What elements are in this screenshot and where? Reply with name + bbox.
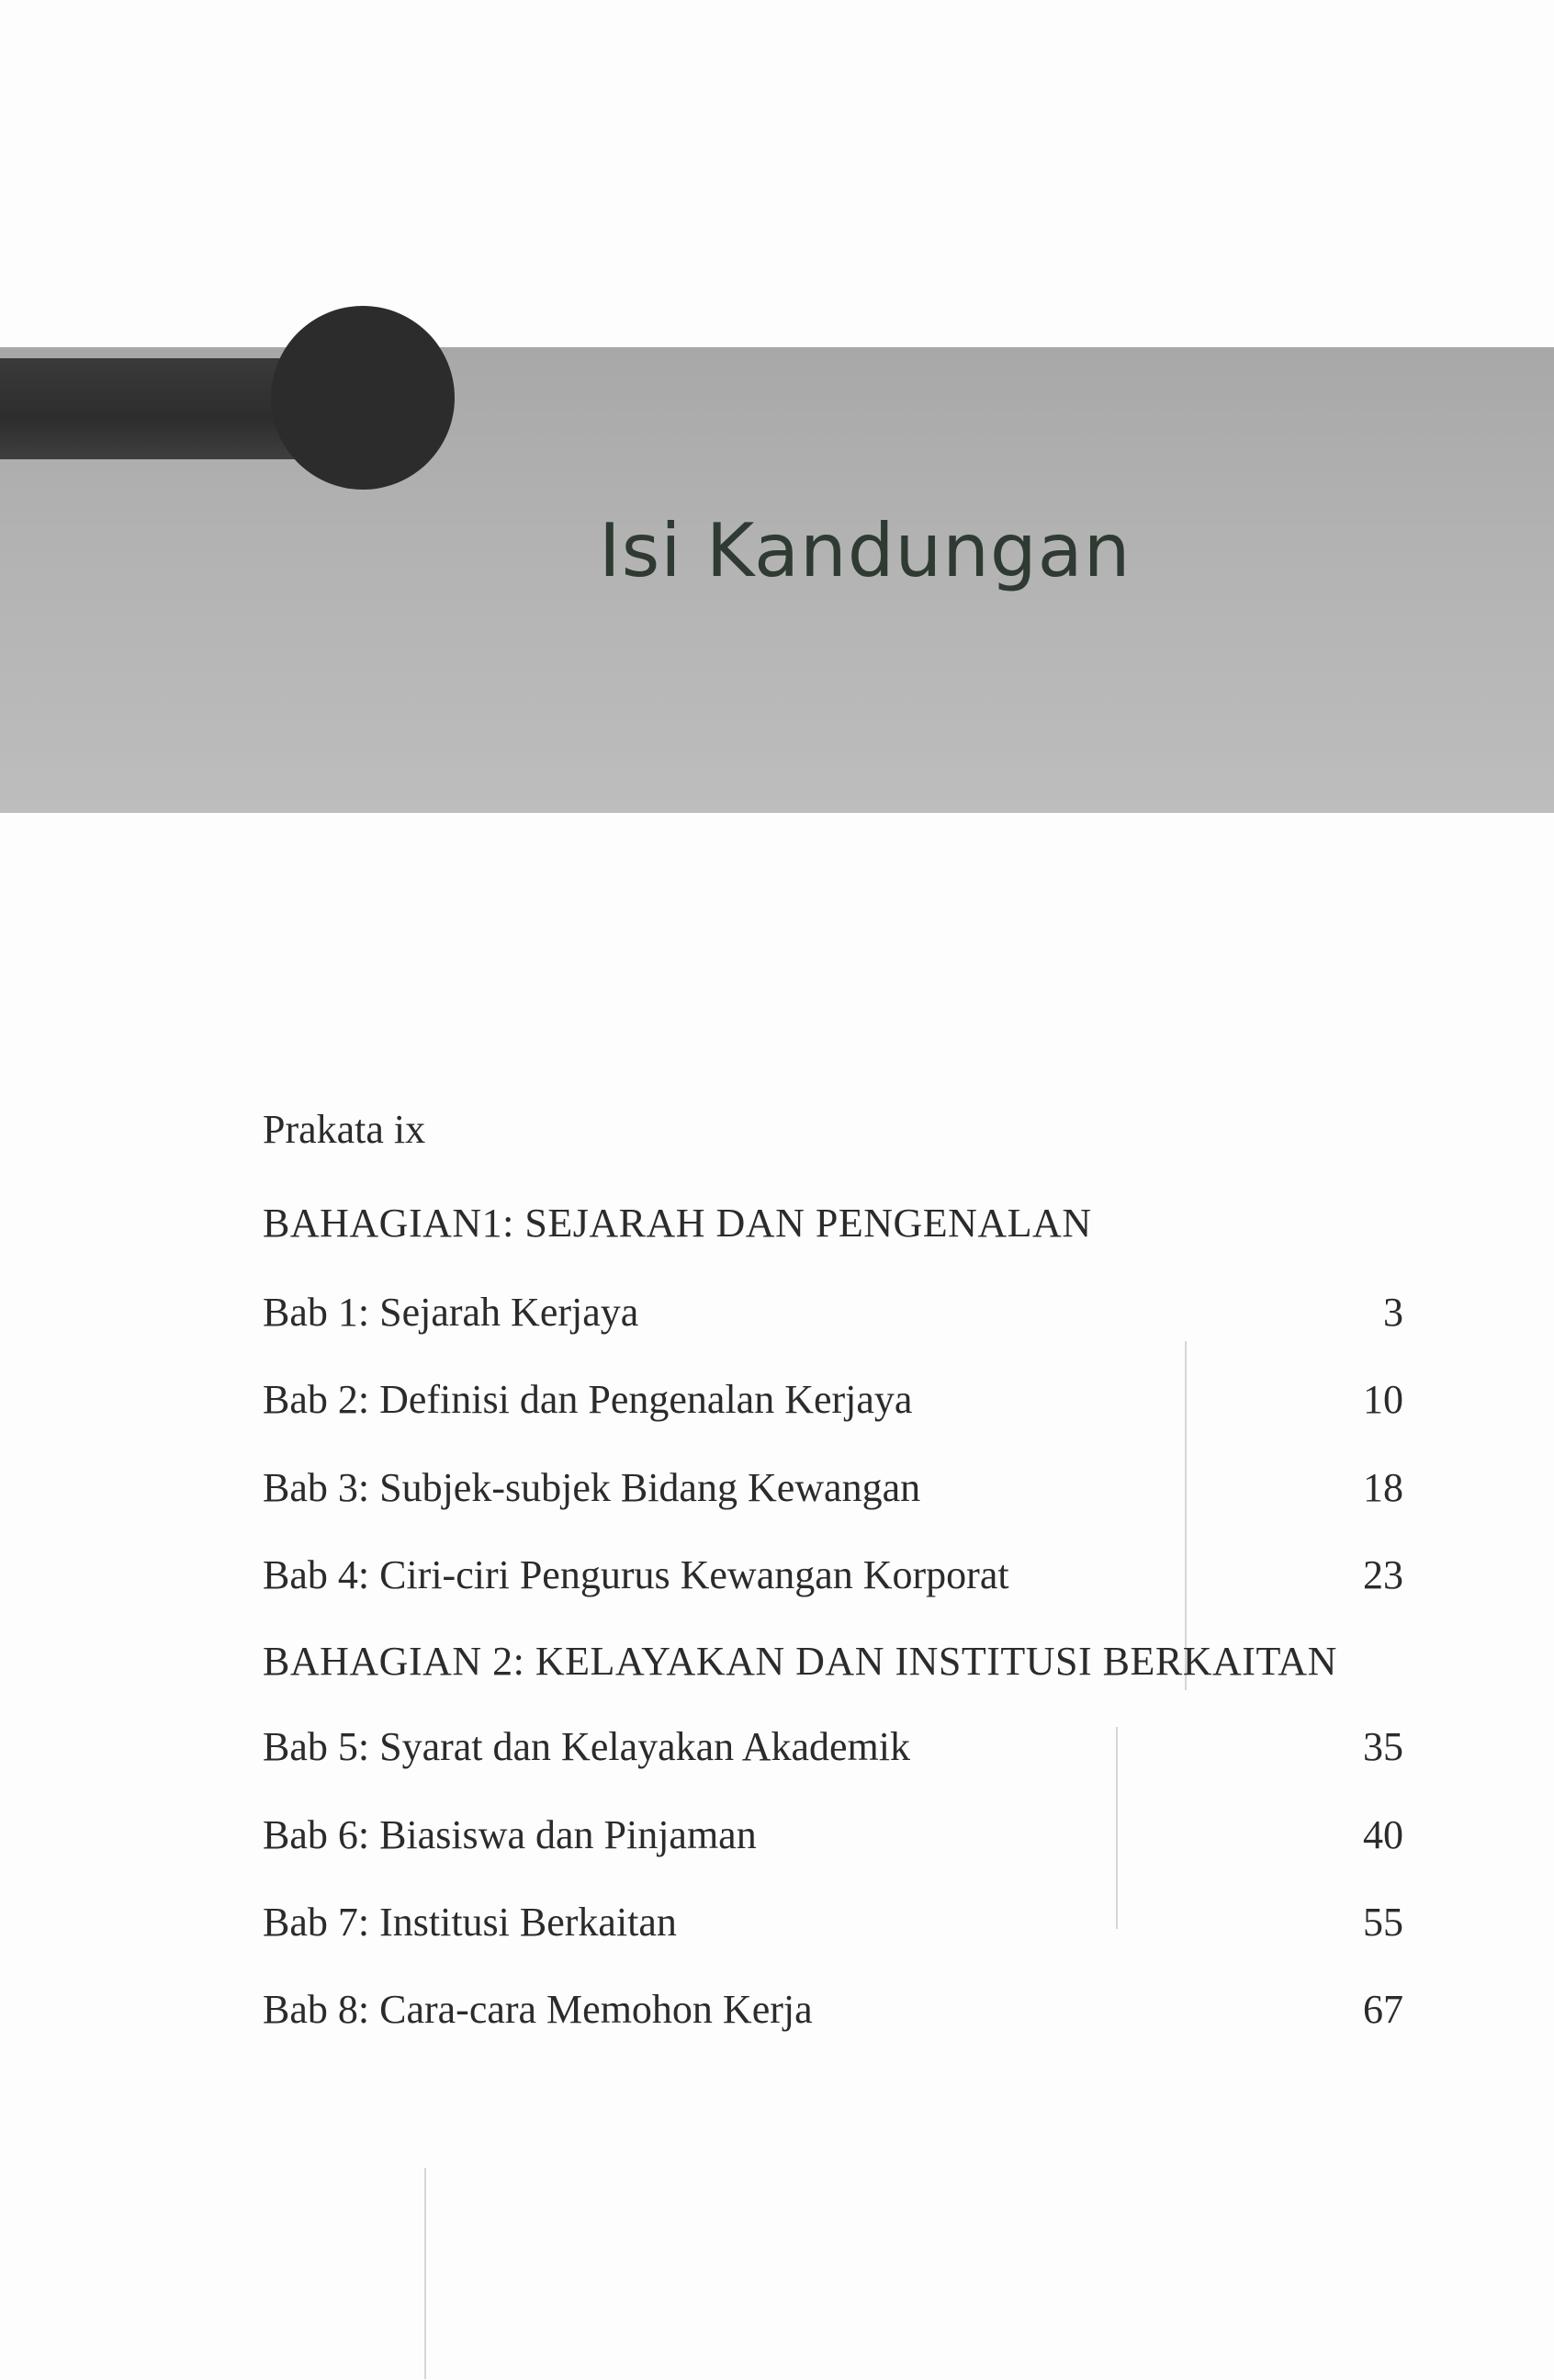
toc-entry-page: 23	[1363, 1552, 1403, 1597]
toc-entry[interactable]	[263, 1292, 1403, 1338]
toc-entry-title: Bab 4: Ciri-ciri Pengurus Kewangan Korporat	[263, 1552, 1009, 1597]
toc-entry-title: Bab 8: Cara-cara Memohon Kerja	[263, 1987, 813, 2032]
toc-entry-page: 10	[1363, 1377, 1403, 1422]
toc-entry[interactable]	[263, 1902, 1403, 1948]
toc-entry[interactable]	[263, 1552, 1403, 1601]
toc-entry-page: 3	[1383, 1290, 1403, 1335]
toc-entry-title: Bab 2: Definisi dan Pengenalan Kerjaya	[263, 1377, 913, 1422]
page-title: Isi Kandungan	[599, 508, 1132, 593]
toc-entry-page: 67	[1363, 1987, 1403, 2032]
toc-entry-page: 35	[1363, 1724, 1403, 1769]
toc-entry-title: Bab 7: Institusi Berkaitan	[263, 1900, 677, 1945]
toc-entry-title: Bab 1: Sejarah Kerjaya	[263, 1290, 639, 1335]
toc-entry-page: 55	[1363, 1900, 1403, 1945]
toc-entry-title: Bab 5: Syarat dan Kelayakan Akademik	[263, 1724, 911, 1769]
toc-entry[interactable]	[263, 1465, 1403, 1514]
toc-entry-title: Bab 3: Subjek-subjek Bidang Kewangan	[263, 1465, 921, 1510]
toc-entry[interactable]	[263, 1377, 1403, 1426]
section-heading-part-1: BAHAGIAN1: SEJARAH DAN PENGENALAN	[263, 1201, 1092, 1246]
section-heading-part-2: BAHAGIAN 2: KELAYAKAN DAN INSTITUSI BERKAITAN	[263, 1639, 1337, 1684]
toc-entry-page: 40	[1363, 1812, 1403, 1857]
toc-entry[interactable]	[263, 1812, 1403, 1861]
toc-entry[interactable]	[263, 1724, 1403, 1773]
toc-entry-page: 18	[1363, 1465, 1403, 1510]
toc-entry[interactable]	[263, 1987, 1403, 2036]
preface-entry[interactable]: Prakata ix	[263, 1107, 426, 1152]
toc-entry-title: Bab 6: Biasiswa dan Pinjaman	[263, 1812, 757, 1857]
